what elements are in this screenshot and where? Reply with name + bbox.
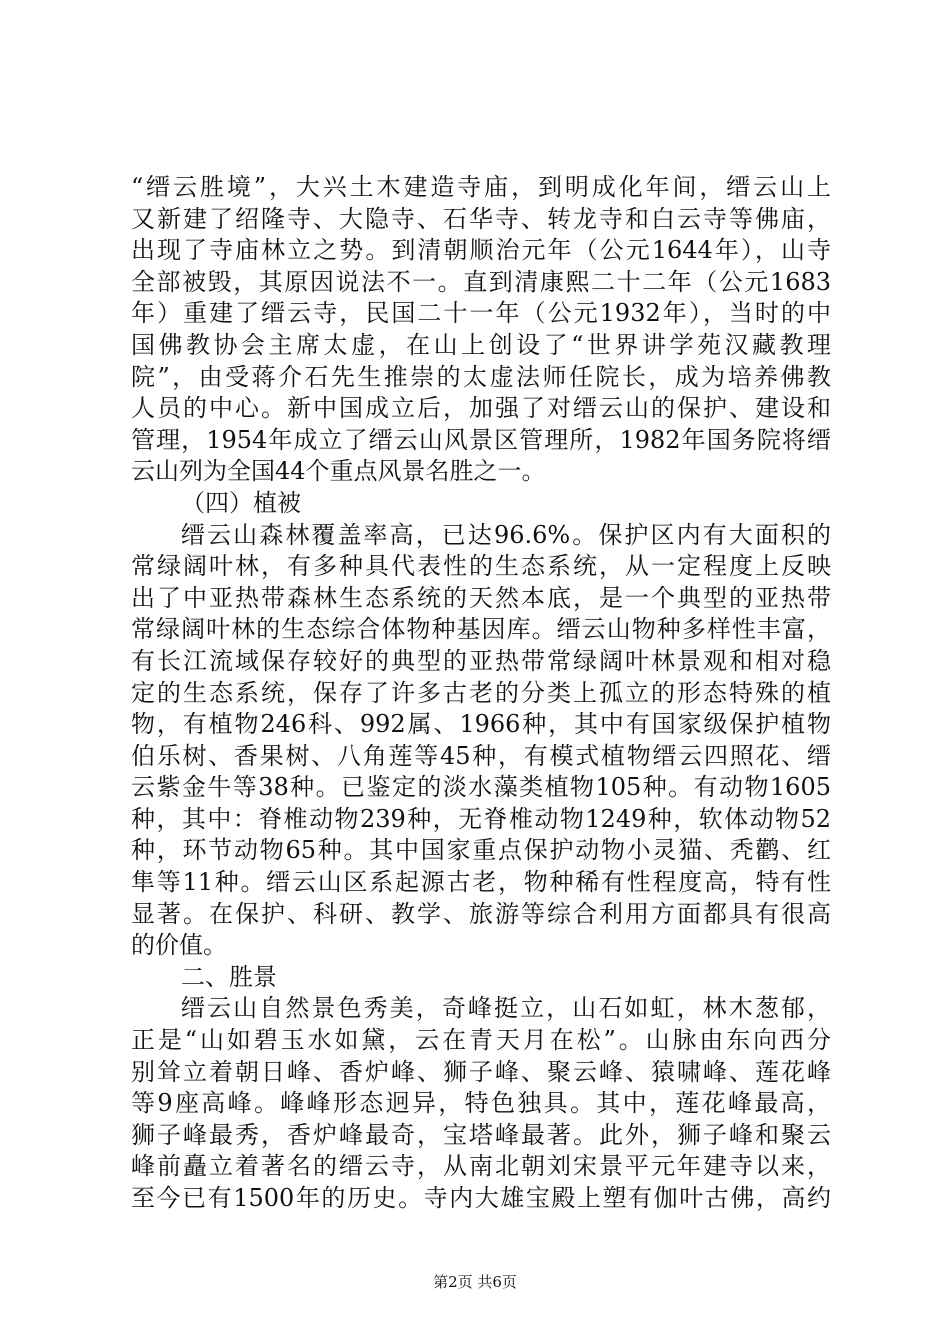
text-line: 隼等11种。缙云山区系起源古老，物种稀有性程度高，特有性 [131,868,831,897]
text-line: 定的生态系统，保存了许多古老的分类上孤立的形态特殊的植 [131,678,831,707]
text-line: 伯乐树、香果树、八角莲等45种，有模式植物缙云四照花、缙 [131,741,831,770]
text-line: 年）重建了缙云寺，民国二十一年（公元1932年），当时的中 [131,299,831,328]
text-line: 管理，1954年成立了缙云山风景区管理所，1982年国务院将缙 [131,425,831,454]
text-line: 全部被毁，其原因说法不一。直到清康熙二十二年（公元1683 [131,267,831,296]
document-body [131,172,831,1215]
text-line: 狮子峰最秀，香炉峰最奇，宝塔峰最著。此外，狮子峰和聚云 [131,1120,831,1149]
text-line: 正是“山如碧玉水如黛，云在青天月在松”。山脉由东向西分 [131,1026,831,1055]
text-line: 二、胜景 [181,962,277,991]
text-line: 至今已有1500年的历史。寺内大雄宝殿上塑有伽叶古佛，高约 [131,1184,831,1212]
text-line: 出了中亚热带森林生态系统的天然本底，是一个典型的亚热带 [131,583,831,612]
text-line: 缙云山自然景色秀美，奇峰挺立，山石如虹，林木葱郁， [181,994,831,1023]
text-line: 峰前矗立着著名的缙云寺，从南北朝刘宋景平元年建寺以来， [131,1152,831,1181]
text-line: 显著。在保护、科研、教学、旅游等综合利用方面都具有很高 [131,899,831,928]
text-line: 物，有植物246科、992属、1966种，其中有国家级保护植物 [131,710,831,739]
text-line: 种，其中：脊椎动物239种，无脊椎动物1249种，软体动物52 [131,804,831,833]
text-line: 云紫金牛等38种。已鉴定的淡水藻类植物105种。有动物1605 [131,773,831,802]
text-line: 院”，由受蒋介石先生推崇的太虚法师任院长，成为培养佛教 [131,362,831,391]
text-line: 人员的中心。新中国成立后，加强了对缙云山的保护、建设和 [131,394,831,423]
text-line: 缙云山森林覆盖率高，已达96.6%。保护区内有大面积的 [181,520,831,549]
text-line: 有长江流域保存较好的典型的亚热带常绿阔叶林景观和相对稳 [131,646,831,675]
text-line: 又新建了绍隆寺、大隐寺、石华寺、转龙寺和白云寺等佛庙， [131,204,831,233]
text-line: 的价值。 [131,931,227,960]
text-line: 常绿阔叶林的生态综合体物种基因库。缙云山物种多样性丰富， [131,615,831,644]
page-footer: 第2页 共6页 [433,1273,517,1291]
text-line: 别耸立着朝日峰、香炉峰、狮子峰、聚云峰、猿啸峰、莲花峰 [131,1057,831,1086]
text-line: 云山列为全国44个重点风景名胜之一。 [131,457,546,486]
text-line: 常绿阔叶林，有多种具代表性的生态系统，从一定程度上反映 [131,552,831,581]
text-line: 国佛教协会主席太虚，在山上创设了“世界讲学苑汉藏教理 [131,330,831,359]
text-line: （四）植被 [181,488,301,517]
text-line: “缙云胜境”，大兴土木建造寺庙，到明成化年间，缙云山上 [131,173,831,201]
text-line: 出现了寺庙林立之势。到清朝顺治元年（公元1644年），山寺 [131,236,831,265]
text-line: 种，环节动物65种。其中国家重点保护动物小灵猫、秃鹳、红 [131,836,831,865]
text-line: 等9座高峰。峰峰形态迥异，特色独具。其中，莲花峰最高， [131,1089,831,1118]
